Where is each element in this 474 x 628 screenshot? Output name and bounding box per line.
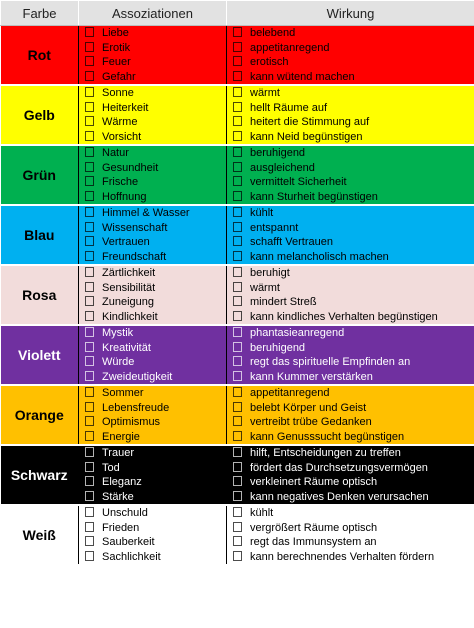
item-text: Frische [102, 176, 139, 188]
item-text: Wissenschaft [102, 221, 168, 234]
item-text: Frieden [102, 521, 140, 534]
assoziationen-list [79, 266, 226, 324]
bullet-box-icon [85, 56, 94, 66]
list-item [233, 401, 474, 416]
assoziationen-list [79, 146, 226, 204]
table-row [1, 145, 474, 205]
color-name: Orange [1, 385, 79, 445]
table-row [1, 385, 474, 445]
item-text: Stärke [102, 490, 134, 503]
list-item [233, 355, 474, 370]
list-item [233, 326, 474, 341]
bullet-box-icon [233, 402, 242, 412]
item-text: Kindlichkeit [102, 310, 158, 323]
list-item [233, 55, 474, 70]
item-text: Vertrauen [102, 236, 150, 248]
wirkung-list [227, 206, 474, 264]
list-item [85, 281, 226, 296]
wirkung-list [227, 146, 474, 204]
assoziationen-cell [79, 505, 227, 565]
list-item [85, 401, 226, 416]
item-text: phantasieanregend [250, 327, 345, 339]
item-text: Gesundheit [102, 161, 159, 174]
header-assoziationen: Assoziationen [79, 1, 227, 26]
list-item [233, 175, 474, 190]
item-text: hilft, Entscheidungen zu treffen [250, 447, 401, 459]
list-item [233, 221, 474, 236]
bullet-box-icon [85, 236, 94, 246]
list-item [85, 70, 226, 85]
list-item [233, 415, 474, 430]
bullet-box-icon [85, 462, 94, 472]
color-name: Blau [1, 205, 79, 265]
wirkung-list [227, 386, 474, 444]
bullet-box-icon [85, 311, 94, 321]
list-item [85, 386, 226, 401]
list-item [85, 461, 226, 476]
item-text: wärmt [250, 281, 280, 294]
list-item [85, 235, 226, 250]
bullet-box-icon [233, 162, 242, 172]
list-item [85, 341, 226, 356]
wirkung-cell [227, 85, 474, 145]
list-item [233, 235, 474, 250]
item-text: kann kindliches Verhalten begünstigen [250, 310, 438, 323]
list-item [85, 190, 226, 205]
item-text: appetitanregend [250, 387, 330, 399]
list-item [233, 446, 474, 461]
item-text: Sonne [102, 87, 134, 99]
item-text: erotisch [250, 56, 289, 68]
wirkung-list [227, 266, 474, 324]
list-item [233, 101, 474, 116]
item-text: Lebensfreude [102, 401, 170, 414]
item-text: Heiterkeit [102, 101, 149, 114]
wirkung-list [227, 86, 474, 144]
item-text: appetitanregend [250, 41, 330, 54]
bullet-box-icon [85, 431, 94, 441]
item-text: Energie [102, 430, 140, 443]
bullet-box-icon [233, 431, 242, 441]
bullet-box-icon [233, 42, 242, 52]
item-text: Zweideutigkeit [102, 370, 173, 383]
list-item [85, 41, 226, 56]
item-text: kann melancholisch machen [250, 250, 389, 263]
bullet-box-icon [85, 102, 94, 112]
wirkung-cell [227, 205, 474, 265]
bullet-box-icon [85, 116, 94, 126]
bullet-box-icon [233, 507, 242, 517]
item-text: Zuneigung [102, 296, 154, 308]
wirkung-cell [227, 26, 474, 86]
table-body [1, 26, 474, 566]
bullet-box-icon [85, 342, 94, 352]
list-item [85, 326, 226, 341]
list-item [233, 550, 474, 565]
list-item [85, 26, 226, 41]
item-text: Sensibilität [102, 281, 156, 294]
list-item [85, 175, 226, 190]
bullet-box-icon [233, 327, 242, 337]
color-name: Grün [1, 145, 79, 205]
assoziationen-list [79, 386, 226, 444]
bullet-box-icon [233, 296, 242, 306]
bullet-box-icon [233, 27, 242, 37]
bullet-box-icon [85, 222, 94, 232]
item-text: Liebe [102, 27, 129, 39]
wirkung-cell [227, 145, 474, 205]
item-text: Mystik [102, 327, 134, 339]
item-text: Kreativität [102, 341, 151, 354]
item-text: Sommer [102, 387, 144, 399]
wirkung-cell [227, 445, 474, 505]
bullet-box-icon [85, 282, 94, 292]
bullet-box-icon [85, 551, 94, 561]
list-item [85, 370, 226, 385]
item-text: Himmel & Wasser [102, 207, 190, 219]
bullet-box-icon [233, 356, 242, 366]
color-name: Rot [1, 26, 79, 86]
item-text: Wärme [102, 116, 138, 128]
item-text: mindert Streß [250, 296, 317, 308]
bullet-box-icon [233, 222, 242, 232]
assoziationen-cell [79, 445, 227, 505]
item-text: belebend [250, 27, 296, 39]
item-text: regt das Immunsystem an [250, 536, 377, 548]
list-item [233, 430, 474, 445]
item-text: Eleganz [102, 476, 142, 488]
list-item [233, 295, 474, 310]
list-item [233, 70, 474, 85]
list-item [85, 221, 226, 236]
list-item [233, 461, 474, 476]
list-item [233, 475, 474, 490]
list-item [85, 161, 226, 176]
bullet-box-icon [233, 251, 242, 261]
assoziationen-cell [79, 385, 227, 445]
assoziationen-list [79, 86, 226, 144]
bullet-box-icon [233, 116, 242, 126]
item-text: Vorsicht [102, 130, 142, 143]
item-text: Zärtlichkeit [102, 267, 156, 279]
item-text: ausgleichend [250, 161, 315, 174]
list-item [233, 310, 474, 325]
item-text: Erotik [102, 41, 131, 54]
bullet-box-icon [233, 416, 242, 426]
list-item [85, 490, 226, 505]
bullet-box-icon [85, 176, 94, 186]
bullet-box-icon [233, 282, 242, 292]
color-name: Gelb [1, 85, 79, 145]
list-item [85, 430, 226, 445]
bullet-box-icon [85, 476, 94, 486]
assoziationen-cell [79, 265, 227, 325]
bullet-box-icon [85, 402, 94, 412]
bullet-box-icon [233, 87, 242, 97]
bullet-box-icon [233, 56, 242, 66]
assoziationen-list [79, 506, 226, 564]
assoziationen-cell [79, 205, 227, 265]
bullet-box-icon [85, 416, 94, 426]
list-item [85, 250, 226, 265]
assoziationen-list [79, 206, 226, 264]
bullet-box-icon [85, 491, 94, 501]
list-item [233, 41, 474, 56]
item-text: kann berechnendes Verhalten fördern [250, 550, 435, 563]
item-text: kühlt [250, 507, 274, 519]
bullet-box-icon [85, 507, 94, 517]
item-text: Tod [102, 461, 120, 474]
list-item [233, 341, 474, 356]
color-name: Weiß [1, 505, 79, 565]
list-item [233, 115, 474, 130]
wirkung-cell [227, 385, 474, 445]
header-row [1, 1, 474, 26]
assoziationen-list [79, 26, 226, 84]
color-name: Rosa [1, 265, 79, 325]
bullet-box-icon [85, 356, 94, 366]
item-text: kann wütend machen [250, 70, 355, 83]
item-text: vertreibt trübe Gedanken [250, 416, 372, 428]
assoziationen-list [79, 446, 226, 504]
color-name: Violett [1, 325, 79, 385]
bullet-box-icon [233, 491, 242, 501]
bullet-box-icon [233, 387, 242, 397]
list-item [85, 506, 226, 521]
bullet-box-icon [85, 447, 94, 457]
list-item [85, 475, 226, 490]
item-text: Sauberkeit [102, 536, 155, 548]
list-item [233, 506, 474, 521]
item-text: regt das spirituelle Empfinden an [250, 356, 411, 368]
list-item [85, 101, 226, 116]
item-text: kann Sturheit begünstigen [250, 190, 378, 203]
bullet-box-icon [233, 522, 242, 532]
list-item [85, 115, 226, 130]
list-item [233, 146, 474, 161]
item-text: beruhigt [250, 267, 290, 279]
item-text: kühlt [250, 207, 274, 219]
item-text: fördert das Durchsetzungsvermögen [250, 461, 428, 474]
list-item [85, 295, 226, 310]
bullet-box-icon [85, 296, 94, 306]
list-item [85, 130, 226, 145]
bullet-box-icon [85, 71, 94, 81]
item-text: Trauer [102, 447, 134, 459]
item-text: Hoffnung [102, 190, 147, 203]
bullet-box-icon [85, 207, 94, 217]
bullet-box-icon [233, 267, 242, 277]
bullet-box-icon [85, 267, 94, 277]
wirkung-list [227, 26, 474, 84]
bullet-box-icon [233, 207, 242, 217]
item-text: Sachlichkeit [102, 550, 161, 563]
bullet-box-icon [85, 371, 94, 381]
list-item [85, 266, 226, 281]
bullet-box-icon [85, 327, 94, 337]
bullet-box-icon [233, 131, 242, 141]
table-row [1, 445, 474, 505]
bullet-box-icon [85, 42, 94, 52]
list-item [233, 86, 474, 101]
bullet-box-icon [233, 371, 242, 381]
item-text: entspannt [250, 221, 299, 234]
item-text: kann Kummer verstärken [250, 370, 373, 383]
bullet-box-icon [233, 536, 242, 546]
item-text: schafft Vertrauen [250, 236, 333, 248]
list-item [85, 86, 226, 101]
list-item [85, 446, 226, 461]
assoziationen-cell [79, 145, 227, 205]
list-item [233, 190, 474, 205]
bullet-box-icon [233, 102, 242, 112]
bullet-box-icon [233, 342, 242, 352]
bullet-box-icon [233, 311, 242, 321]
assoziationen-cell [79, 85, 227, 145]
item-text: Feuer [102, 56, 131, 68]
list-item [85, 521, 226, 536]
table-row [1, 205, 474, 265]
bullet-box-icon [85, 162, 94, 172]
item-text: wärmt [250, 87, 280, 99]
bullet-box-icon [233, 176, 242, 186]
bullet-box-icon [233, 462, 242, 472]
list-item [233, 130, 474, 145]
bullet-box-icon [233, 551, 242, 561]
bullet-box-icon [233, 71, 242, 81]
assoziationen-list [79, 326, 226, 384]
item-text: verkleinert Räume optisch [250, 476, 378, 488]
bullet-box-icon [85, 27, 94, 37]
bullet-box-icon [85, 536, 94, 546]
list-item [233, 521, 474, 536]
list-item [233, 535, 474, 550]
list-item [233, 206, 474, 221]
bullet-box-icon [233, 147, 242, 157]
list-item [233, 26, 474, 41]
item-text: Unschuld [102, 507, 148, 519]
item-text: Optimismus [102, 416, 161, 428]
item-text: belebt Körper und Geist [250, 401, 367, 414]
item-text: beruhigend [250, 341, 306, 354]
list-item [85, 535, 226, 550]
list-item [85, 206, 226, 221]
item-text: kann Genusssucht begünstigen [250, 430, 405, 443]
table-row [1, 505, 474, 565]
item-text: vergrößert Räume optisch [250, 521, 378, 534]
bullet-box-icon [233, 236, 242, 246]
table-row [1, 325, 474, 385]
list-item [233, 386, 474, 401]
bullet-box-icon [233, 476, 242, 486]
bullet-box-icon [85, 87, 94, 97]
wirkung-list [227, 506, 474, 564]
assoziationen-cell [79, 26, 227, 86]
item-text: vermittelt Sicherheit [250, 176, 347, 188]
header-farbe: Farbe [1, 1, 79, 26]
header-wirkung: Wirkung [227, 1, 474, 26]
list-item [85, 310, 226, 325]
item-text: beruhigend [250, 147, 306, 159]
table-row [1, 265, 474, 325]
list-item [233, 250, 474, 265]
wirkung-list [227, 446, 474, 504]
item-text: kann Neid begünstigen [250, 130, 363, 143]
bullet-box-icon [85, 191, 94, 201]
list-item [233, 281, 474, 296]
wirkung-list [227, 326, 474, 384]
item-text: hellt Räume auf [250, 101, 328, 114]
bullet-box-icon [85, 522, 94, 532]
wirkung-cell [227, 265, 474, 325]
list-item [85, 355, 226, 370]
bullet-box-icon [85, 387, 94, 397]
list-item [85, 55, 226, 70]
item-text: kann negatives Denken verursachen [250, 490, 429, 503]
table-row [1, 26, 474, 86]
list-item [233, 161, 474, 176]
color-name: Schwarz [1, 445, 79, 505]
list-item [233, 490, 474, 505]
bullet-box-icon [85, 131, 94, 141]
wirkung-cell [227, 505, 474, 565]
bullet-box-icon [233, 447, 242, 457]
list-item [233, 370, 474, 385]
assoziationen-cell [79, 325, 227, 385]
list-item [233, 266, 474, 281]
bullet-box-icon [85, 251, 94, 261]
item-text: Natur [102, 147, 129, 159]
item-text: Gefahr [102, 70, 136, 83]
bullet-box-icon [233, 191, 242, 201]
list-item [85, 550, 226, 565]
item-text: heitert die Stimmung auf [250, 116, 370, 128]
list-item [85, 146, 226, 161]
list-item [85, 415, 226, 430]
item-text: Freundschaft [102, 250, 167, 263]
table-row [1, 85, 474, 145]
wirkung-cell [227, 325, 474, 385]
bullet-box-icon [85, 147, 94, 157]
item-text: Würde [102, 356, 135, 368]
